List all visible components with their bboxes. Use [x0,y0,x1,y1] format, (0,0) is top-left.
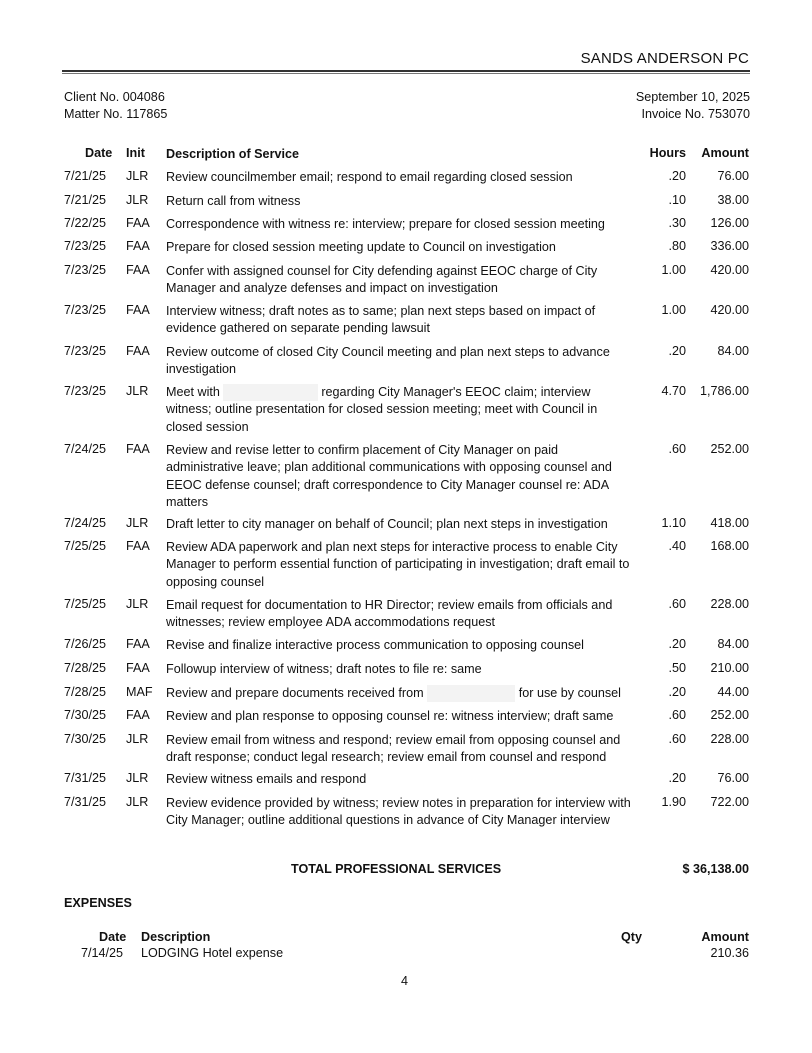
exp-col-qty: Qty [621,930,642,944]
row-init: FAA [126,442,150,456]
row-amount: 168.00 [710,539,749,553]
expense-description: LODGING Hotel expense [141,946,284,960]
row-init: JLR [126,384,149,398]
row-amount: 1,786.00 [699,384,749,398]
total-label: TOTAL PROFESSIONAL SERVICES [291,862,502,876]
page-number: 4 [401,974,409,988]
row-amount: 722.00 [710,795,749,809]
row-amount: 418.00 [710,516,749,530]
row-amount: 336.00 [710,239,749,253]
row-description: Review evidence provided by witness; review notes in preparation for interview with City Manager; outline additional questions in advance of City Manager interview [166,796,631,828]
row-amount: 76.00 [717,771,749,785]
desc-part: Meet with [166,385,220,399]
row-description: Review ADA paperwork and plan next steps for interactive process to enable City Manager to perform essential function of participating in investigation; draft email to opposing counsel [166,540,630,589]
exp-col-date: Date [99,930,127,944]
row-hours: .60 [668,732,686,746]
row-description: Revise and finalize interactive process communication to opposing counsel [166,638,584,652]
row-date: 7/28/25 [64,685,107,699]
exp-col-description: Description [141,930,211,944]
row-init: FAA [126,661,150,675]
row-amount: 252.00 [710,442,749,456]
header-rule-thin [62,73,750,74]
row-hours: 1.90 [661,795,686,809]
exp-col-amount: Amount [701,930,749,944]
row-description [166,685,646,702]
row-hours: .20 [668,169,686,183]
row-amount: 84.00 [717,344,749,358]
row-init: FAA [126,708,150,722]
row-init: JLR [126,193,149,207]
row-description [166,384,632,436]
row-amount: 126.00 [710,216,749,230]
row-amount: 38.00 [717,193,749,207]
row-date: 7/26/25 [64,637,107,651]
row-init: FAA [126,637,150,651]
row-description: Confer with assigned counsel for City defending against EEOC charge of City Manager and analyze defenses and impact on investigation [166,264,598,296]
header-rule [62,70,750,72]
row-amount: 84.00 [717,637,749,651]
row-description: Followup interview of witness; draft notes to file re: same [166,662,482,676]
row-date: 7/25/25 [64,539,107,553]
row-date: 7/23/25 [64,239,107,253]
row-amount: 76.00 [717,169,749,183]
col-hours: Hours [649,146,686,160]
row-date: 7/21/25 [64,169,107,183]
row-date: 7/31/25 [64,795,107,809]
row-description: Review councilmember email; respond to email regarding closed session [166,170,573,184]
row-description: Prepare for closed session meeting update to Council on investigation [166,240,556,254]
row-init: FAA [126,216,150,230]
row-amount: 420.00 [710,303,749,317]
row-date: 7/21/25 [64,193,107,207]
row-date: 7/30/25 [64,708,107,722]
row-description: Return call from witness [166,194,301,208]
desc-part: for use by counsel [518,686,621,700]
row-date: 7/31/25 [64,771,107,785]
row-hours: .20 [668,637,686,651]
row-description: Interview witness; draft notes as to same; plan next steps based on impact of evidence gathered on separate pending lawsuit [166,304,596,336]
desc-part: regarding City Manager's EEOC claim; interview witness; outline presentation for closed session meeting; meet with Council in closed session [166,385,598,434]
row-hours: .60 [668,597,686,611]
row-date: 7/24/25 [64,442,107,456]
col-description: Description of Service [166,147,299,161]
row-hours: 1.00 [661,303,686,317]
row-hours: .30 [668,216,686,230]
row-init: FAA [126,263,150,277]
row-description: Review email from witness and respond; review email from opposing counsel and draft response; conduct legal research; review email from counsel and respond [166,733,621,765]
row-init: JLR [126,795,149,809]
row-description: Review outcome of closed City Council meeting and plan next steps to advance investigation [166,345,610,377]
row-date: 7/23/25 [64,384,107,398]
desc-part: Review and prepare documents received from [166,686,424,700]
row-date: 7/23/25 [64,303,107,317]
row-amount: 420.00 [710,263,749,277]
row-date: 7/22/25 [64,216,107,230]
row-init: JLR [126,516,149,530]
col-amount: Amount [701,146,749,160]
col-date: Date [85,146,113,160]
row-init: JLR [126,732,149,746]
row-description: Review witness emails and respond [166,772,367,786]
row-hours: .10 [668,193,686,207]
row-amount: 210.00 [710,661,749,675]
row-hours: 4.70 [661,384,686,398]
row-init: FAA [126,539,150,553]
row-amount: 252.00 [710,708,749,722]
row-date: 7/23/25 [64,263,107,277]
row-init: FAA [126,344,150,358]
row-description: Review and revise letter to confirm placement of City Manager on paid administrative leave; plan additional communications with opposing counsel and EEOC defense counsel; draft correspondence to City Manager counsel re: ADA matters [166,443,612,509]
row-description: Email request for documentation to HR Director; review emails from officials and witnesses; review employee ADA accommodations request [166,598,613,630]
total-amount: $ 36,138.00 [682,862,749,876]
expense-amount: 210.36 [710,946,749,960]
row-date: 7/28/25 [64,661,107,675]
col-init: Init [126,146,145,160]
row-amount: 228.00 [710,597,749,611]
row-hours: .40 [668,539,686,553]
row-amount: 44.00 [717,685,749,699]
expense-date: 7/14/25 [81,946,124,960]
redacted-name [223,384,317,401]
firm-name: SANDS ANDERSON PC [580,50,749,67]
row-date: 7/23/25 [64,344,107,358]
row-init: JLR [126,771,149,785]
row-hours: 1.10 [661,516,686,530]
row-date: 7/25/25 [64,597,107,611]
row-hours: .50 [668,661,686,675]
row-hours: .20 [668,344,686,358]
invoice-date: September 10, 2025 [635,90,750,104]
row-date: 7/30/25 [64,732,107,746]
row-hours: .20 [668,685,686,699]
expenses-title: EXPENSES [64,896,132,910]
row-init: MAF [126,685,153,699]
row-init: FAA [126,303,150,317]
row-init: FAA [126,239,150,253]
row-amount: 228.00 [710,732,749,746]
row-description: Draft letter to city manager on behalf of Council; plan next steps in investigation [166,517,608,531]
client-number: Client No. 004086 [64,90,165,104]
row-hours: .60 [668,708,686,722]
row-hours: .20 [668,771,686,785]
row-hours: 1.00 [661,263,686,277]
matter-number: Matter No. 117865 [64,107,168,121]
row-init: JLR [126,169,149,183]
row-description: Review and plan response to opposing counsel re: witness interview; draft same [166,709,614,723]
redacted-name [427,685,515,702]
row-description: Correspondence with witness re: interview; prepare for closed session meeting [166,217,605,231]
row-hours: .60 [668,442,686,456]
invoice-number: Invoice No. 753070 [641,107,750,121]
row-date: 7/24/25 [64,516,107,530]
row-hours: .80 [668,239,686,253]
row-init: JLR [126,597,149,611]
